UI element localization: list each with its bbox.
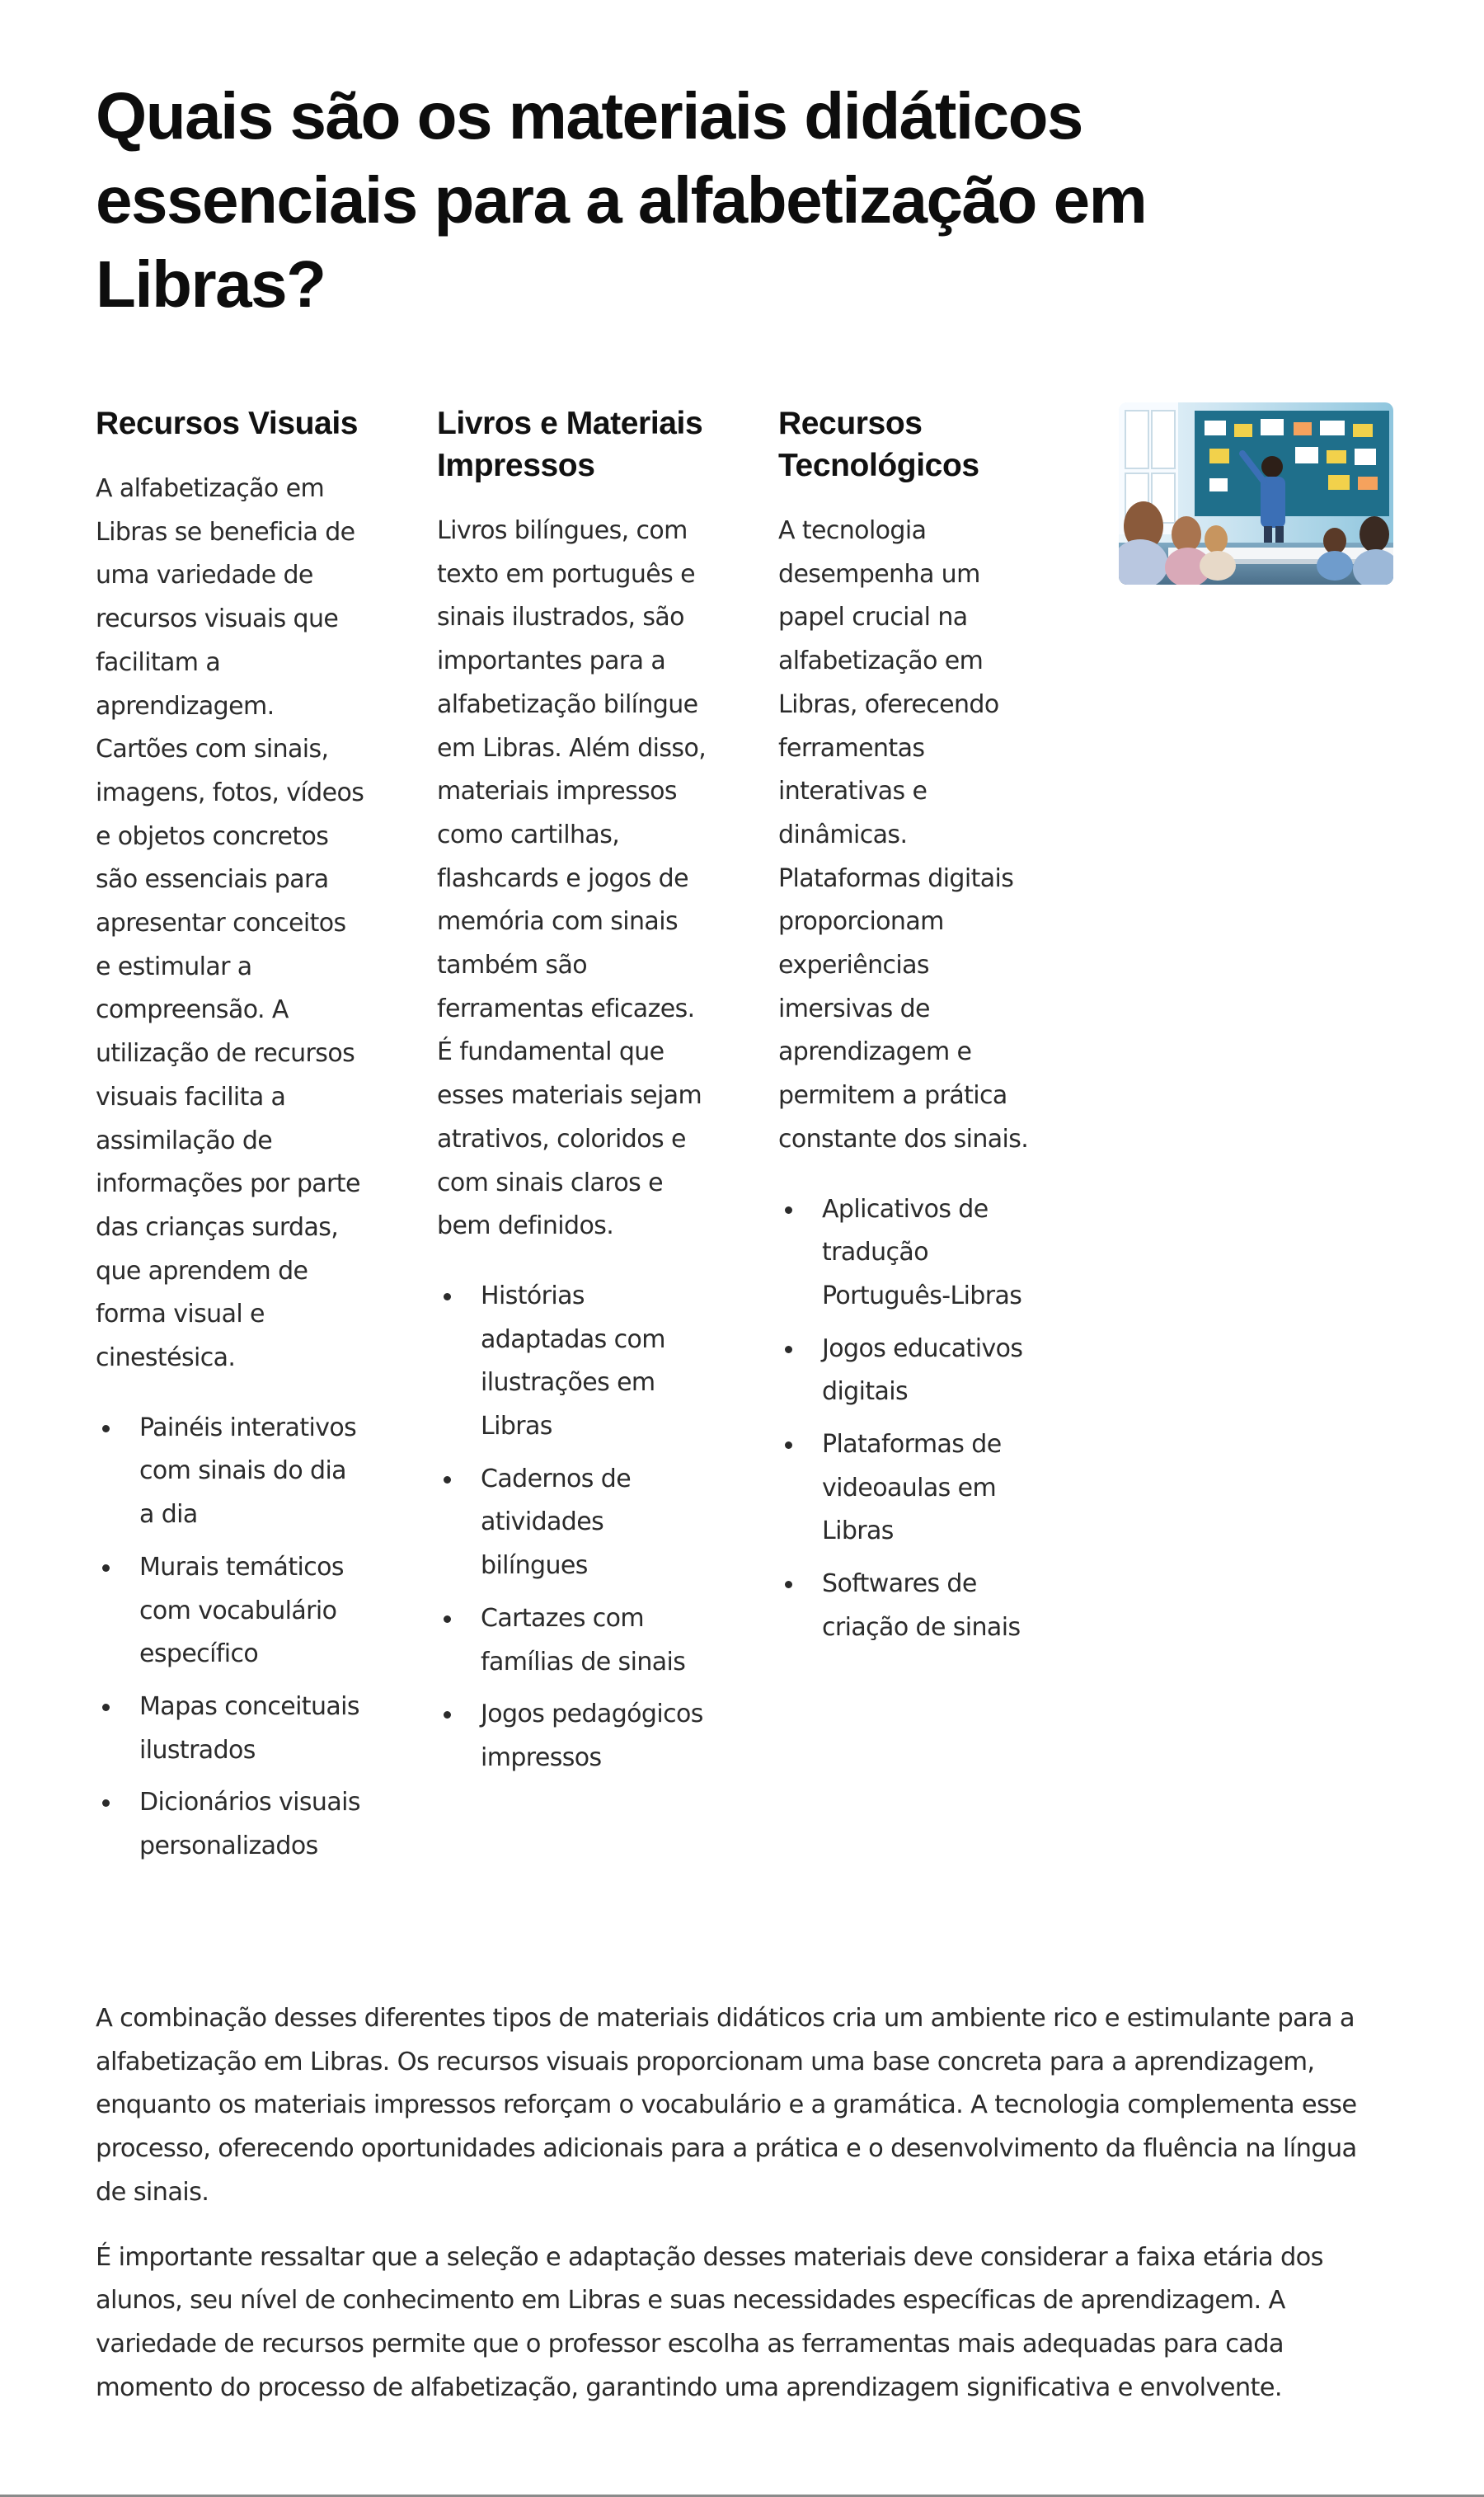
columns-section (96, 402, 1393, 1969)
list-item: Plataformas de videoaulas em Libras (822, 1423, 1050, 1554)
column-body: A alfabetização em Libras se beneficia de uma variedade de recursos visuais que facilitam a aprendizagem. Cartões com sinais, imagens, fotos, vídeos e objetos concretos são essenciais para apresentar conceitos e estimular a compreensão. A utilização de recursos visuais facilita a assimilação de informações por parte das crianças surdas, que aprendem de forma visual e cinestésica. (96, 474, 364, 1373)
page-content (96, 74, 1393, 1969)
column-list (437, 1275, 709, 1780)
list-item: Aplicativos de tradução Português-Libras (822, 1188, 1050, 1319)
column-heading: Recursos Tecnológicos (778, 406, 979, 483)
column-heading: Recursos Visuais (96, 406, 359, 441)
list-item: Cadernos de atividades bilíngues (481, 1458, 709, 1588)
closing-paragraph: É importante ressaltar que a seleção e adaptação desses materiais deve considerar a faixa etária dos alunos, seu nível de conhecimento em Libras e suas necessidades específicas de aprendizagem. A variedade de recursos permite que o professor escolha as ferramentas mais adequadas para cada momento do processo de alfabetização, garantindo uma aprendizagem significativa e envolvente. (96, 2242, 1323, 2402)
column-livros-materiais (437, 402, 709, 1789)
column-list (778, 1188, 1050, 1650)
column-list (96, 1407, 368, 1869)
list-item: Dicionários visuais personalizados (139, 1781, 368, 1868)
closing-paragraph: A combinação desses diferentes tipos de materiais didáticos cria um ambiente rico e estimulante para a alfabetização em Libras. Os recursos visuais proporcionam uma base concreta para a aprendizagem, enquanto os materiais impressos reforçam o vocabulário e a gramática. A tecnologia complementa esse processo, oferecendo oportunidades adicionais para a prática e o desenvolvimento da fluência na língua de sinais. (96, 2004, 1357, 2207)
list-item: Murais temáticos com vocabulário específico (139, 1546, 368, 1676)
column-body: Livros bilíngues, com texto em português e sinais ilustrados, são importantes para a alfabetização bilíngue em Libras. Além disso, materiais impressos como cartilhas, flashcards e jogos de memória com sinais também são ferramentas eficazes. É fundamental que esses materiais sejam atrativos, coloridos e com sinais claros e bem definidos. (437, 516, 707, 1241)
page-title: Quais são os materiais didáticos essenciais para a alfabetização em Libras? (96, 79, 1147, 321)
list-item: Softwares de criação de sinais (822, 1563, 1050, 1649)
list-item: Histórias adaptadas com ilustrações em Libras (481, 1275, 709, 1449)
list-item: Jogos educativos digitais (822, 1328, 1050, 1414)
list-item: Cartazes com famílias de sinais (481, 1597, 709, 1684)
list-item: Painéis interativos com sinais do dia a dia (139, 1407, 368, 1537)
column-recursos-tecnologicos (778, 402, 1050, 1659)
column-heading: Livros e Materiais Impressos (437, 406, 703, 483)
column-recursos-visuais (96, 402, 368, 1878)
classroom-illustration (1119, 402, 1393, 585)
list-item: Jogos pedagógicos impressos (481, 1693, 709, 1780)
column-body: A tecnologia desempenha um papel crucial na alfabetização em Libras, oferecendo ferramentas interativas e dinâmicas. Plataformas digitais proporcionam experiências imersivas de aprendizagem e permitem a prática constante dos sinais. (778, 516, 1029, 1154)
closing-text (96, 1997, 1393, 2431)
list-item: Mapas conceituais ilustrados (139, 1686, 368, 1772)
